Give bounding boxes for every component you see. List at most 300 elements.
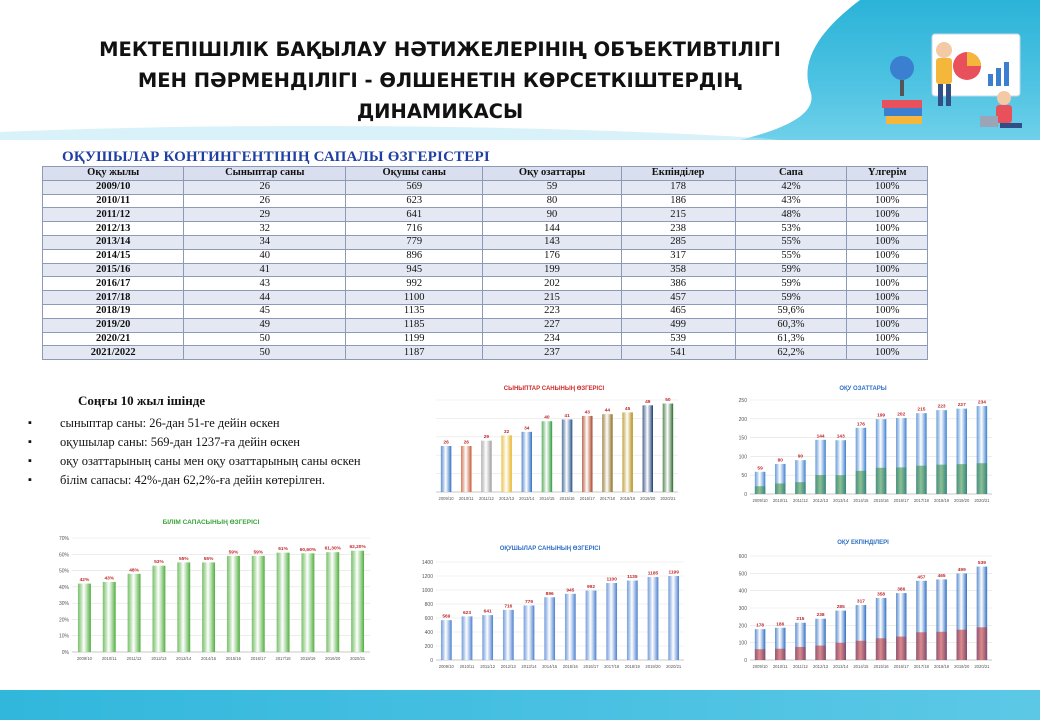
summary-block: [28, 393, 428, 490]
data-label: 215: [917, 407, 926, 413]
table-cell: 992: [346, 277, 483, 291]
table-cell: 457: [621, 291, 735, 305]
bar: [542, 421, 552, 492]
table-cell: 896: [346, 249, 483, 263]
bar-base: [916, 466, 926, 494]
title-line-2: МЕН ПӘРМЕНДІЛІГІ - ӨЛШЕНЕТІН КӨРСЕТКІШТЕРДІҢ: [137, 69, 743, 92]
chart-title: ОҚУ ЕКПІНДІЛЕРІ: [837, 540, 889, 546]
bar-base: [936, 465, 946, 494]
bar: [128, 574, 141, 652]
students-chart: [410, 540, 690, 680]
table-cell: 45: [184, 304, 346, 318]
table-cell: 55%: [735, 249, 847, 263]
bar: [78, 584, 91, 652]
data-label: 61%: [278, 547, 288, 553]
year-cell: 2013/14: [43, 235, 184, 249]
bar: [441, 620, 452, 660]
quality-svg: [46, 514, 376, 674]
bar: [462, 616, 473, 660]
x-tick-label: 2014/15: [201, 656, 217, 661]
table-cell: 143: [483, 235, 621, 249]
data-label: 44: [604, 408, 611, 414]
table-cell: 716: [346, 222, 483, 236]
classes-svg: [424, 380, 684, 512]
chart-title: СЫНЫПТАР САНЫНЫҢ ӨЗГЕРІСІ: [503, 386, 605, 392]
column-header: Сыныптар саны: [184, 167, 346, 181]
x-tick-label: 2010/11: [458, 496, 474, 501]
data-label: 55%: [178, 556, 189, 562]
x-tick-label: 2016/17: [583, 664, 599, 669]
x-tick-label: 2009/10: [438, 664, 454, 669]
bar-base: [815, 475, 825, 494]
table-row: [43, 180, 928, 194]
table-cell: 55%: [735, 235, 847, 249]
table-cell: 215: [483, 291, 621, 305]
table-cell: 100%: [847, 235, 928, 249]
table-cell: 62,2%: [735, 346, 847, 360]
table-cell: 641: [346, 208, 483, 222]
table-cell: 100%: [847, 304, 928, 318]
x-tick-label: 2011/12: [793, 664, 808, 669]
x-tick-label: 2016/17: [579, 496, 595, 501]
x-tick-label: 2012/13: [813, 498, 829, 503]
table-cell: 60,3%: [735, 318, 847, 332]
y-tick-label: 100: [738, 454, 747, 461]
data-label: 186: [776, 622, 785, 628]
table-cell: 50: [184, 346, 346, 360]
data-label: 1135: [627, 575, 638, 581]
bar: [622, 412, 632, 492]
bar-base: [896, 467, 906, 494]
bar: [441, 446, 451, 492]
data-label: 90: [797, 454, 804, 460]
data-label: 59%: [253, 550, 264, 556]
table-row: [43, 235, 928, 249]
table-cell: 499: [621, 318, 735, 332]
x-tick-label: 2013/14: [519, 496, 535, 501]
bar-base: [836, 475, 846, 494]
table-cell: 386: [621, 277, 735, 291]
data-label: 539: [977, 561, 986, 567]
table-cell: 80: [483, 194, 621, 208]
year-cell: 2014/15: [43, 249, 184, 263]
table-cell: 100%: [847, 346, 928, 360]
table-cell: 53%: [735, 222, 847, 236]
y-tick-label: 800: [424, 602, 433, 608]
x-tick-label: 2014/15: [539, 496, 555, 501]
year-cell: 2009/10: [43, 180, 184, 194]
table-cell: 59%: [735, 263, 847, 277]
y-tick-label: 0: [744, 492, 747, 498]
table-row: [43, 222, 928, 236]
x-tick-label: 2017/18: [913, 664, 929, 669]
table-cell: 59: [483, 180, 621, 194]
students-svg: [410, 540, 690, 680]
column-header: Оқушы саны: [346, 167, 483, 181]
summary-heading: Соңғы 10 жыл ішінде: [78, 393, 206, 408]
summary-item: ▪ білім сапасы: 42%-дан 62,2%-ға дейін көтерілген.: [28, 471, 428, 490]
table-cell: 100%: [847, 208, 928, 222]
table-row: [43, 277, 928, 291]
y-tick-label: 60%: [58, 552, 69, 559]
table-cell: 43: [184, 277, 346, 291]
x-tick-label: 2010/11: [459, 664, 475, 669]
table-title: ОҚУШЫЛАР КОНТИНГЕНТІНІҢ САПАЛЫ ӨЗГЕРІСТЕРІ: [62, 149, 490, 165]
table-cell: 100%: [847, 291, 928, 305]
table-cell: 26: [184, 180, 346, 194]
data-label: 178: [756, 623, 765, 629]
x-tick-label: 2020/21: [660, 496, 676, 501]
year-cell: 2020/21: [43, 332, 184, 346]
data-label: 202: [897, 412, 906, 418]
chart-title: БІЛІМ САПАСЫНЫҢ ӨЗГЕРІСІ: [162, 519, 260, 526]
data-label: 386: [897, 587, 906, 593]
bar: [177, 562, 190, 652]
y-tick-label: 20%: [58, 617, 69, 624]
data-label: 80: [777, 458, 783, 464]
title-line-3: ДИНАМИКАСЫ: [356, 100, 524, 123]
table-cell: 34: [184, 235, 346, 249]
x-tick-label: 2013/14: [833, 664, 849, 669]
bar-base: [795, 482, 805, 494]
x-tick-label: 2013/14: [176, 656, 192, 661]
table-body: [43, 180, 928, 359]
bar: [481, 441, 491, 492]
x-tick-label: 2014/15: [542, 664, 558, 669]
bar-base: [795, 647, 805, 660]
table-cell: 100%: [847, 332, 928, 346]
bar-base: [856, 641, 866, 660]
table-cell: 48%: [735, 208, 847, 222]
bar-base: [755, 649, 765, 660]
bar: [277, 553, 290, 652]
data-label: 42%: [79, 578, 90, 584]
x-tick-label: 2012/13: [500, 664, 516, 669]
x-tick-label: 2016/17: [893, 664, 909, 669]
bar: [648, 577, 659, 660]
table-row: [43, 291, 928, 305]
excellent-svg: [728, 380, 998, 514]
y-tick-label: 1200: [421, 574, 433, 580]
bar: [522, 432, 532, 492]
x-tick-label: 2015/16: [225, 656, 241, 661]
x-tick-label: 2015/16: [562, 664, 578, 669]
x-tick-label: 2017/18: [913, 498, 929, 503]
table-cell: 44: [184, 291, 346, 305]
table-cell: 779: [346, 235, 483, 249]
bar: [152, 566, 165, 652]
x-tick-label: 2010/11: [101, 656, 117, 661]
x-tick-label: 2010/11: [772, 498, 788, 503]
bar: [503, 610, 514, 660]
data-label: 569: [442, 614, 451, 620]
data-label: 61,30%: [324, 546, 341, 552]
bar-base: [775, 483, 785, 494]
table-cell: 569: [346, 180, 483, 194]
table-row: [43, 332, 928, 346]
table-cell: 234: [483, 332, 621, 346]
data-label: 59%: [228, 550, 239, 556]
x-tick-label: 2013/14: [521, 664, 537, 669]
x-tick-label: 2011/12: [479, 496, 494, 501]
table-cell: 100%: [847, 249, 928, 263]
good-svg: [728, 534, 998, 680]
x-tick-label: 2015/16: [873, 664, 889, 669]
bar: [501, 435, 511, 492]
column-header: Оқу озаттары: [483, 167, 621, 181]
table-cell: 1199: [346, 332, 483, 346]
table-cell: 49: [184, 318, 346, 332]
x-tick-label: 2018/19: [300, 656, 316, 661]
y-tick-label: 30%: [58, 601, 69, 608]
bar: [524, 605, 535, 660]
x-tick-label: 2017/18: [275, 656, 291, 661]
x-tick-label: 2011/12: [793, 498, 808, 503]
quality-chart: [46, 514, 376, 674]
table-row: [43, 346, 928, 360]
bar-base: [896, 637, 906, 660]
x-tick-label: 2019/20: [325, 656, 341, 661]
bar: [326, 552, 339, 652]
year-cell: 2012/13: [43, 222, 184, 236]
table-cell: 100%: [847, 263, 928, 277]
x-tick-label: 2018/19: [934, 498, 950, 503]
footer-band: [0, 690, 1040, 720]
x-tick-label: 2018/19: [624, 664, 640, 669]
table-cell: 465: [621, 304, 735, 318]
data-label: 29: [483, 435, 490, 441]
table-cell: 237: [483, 346, 621, 360]
y-tick-label: 150: [738, 435, 747, 442]
chart-title: ОҚУШЫЛАР САНЫНЫҢ ӨЗГЕРІСІ: [499, 546, 601, 552]
y-tick-label: 200: [424, 644, 433, 650]
table-row: [43, 304, 928, 318]
summary-item: ▪ оқушылар саны: 569-дан 1237-ға дейін өскен: [28, 433, 428, 452]
x-tick-label: 2018/19: [620, 496, 636, 501]
table-cell: 59,6%: [735, 304, 847, 318]
data-label: 896: [545, 591, 554, 597]
table-cell: 541: [621, 346, 735, 360]
data-label: 779: [524, 599, 534, 605]
teacher-illustration: [872, 8, 1032, 148]
data-label: 176: [856, 422, 865, 428]
data-label: 992: [586, 585, 596, 591]
x-tick-label: 2009/10: [76, 656, 92, 661]
data-label: 62,20%: [349, 545, 366, 551]
table-cell: 945: [346, 263, 483, 277]
data-label: 26: [463, 440, 469, 446]
summary-item: ▪ сыныптар саны: 26-дан 51-ге дейін өскен: [28, 414, 428, 433]
data-label: 623: [462, 610, 472, 616]
x-tick-label: 2015/16: [559, 496, 575, 501]
x-tick-label: 2020/21: [974, 664, 990, 669]
data-label: 26: [443, 440, 449, 446]
table-cell: 1187: [346, 346, 483, 360]
data-label: 641: [483, 609, 492, 615]
year-cell: 2017/18: [43, 291, 184, 305]
x-tick-label: 2009/10: [752, 498, 768, 503]
bar: [301, 553, 314, 652]
data-label: 53%: [154, 560, 164, 566]
table-row: [43, 318, 928, 332]
x-tick-label: 2020/21: [974, 498, 990, 503]
bar: [461, 446, 471, 492]
table-cell: 59%: [735, 277, 847, 291]
table-cell: 41: [184, 263, 346, 277]
data-label: 716: [504, 604, 513, 610]
bar-base: [775, 649, 785, 660]
table-cell: 61,3%: [735, 332, 847, 346]
table-cell: 1100: [346, 291, 483, 305]
bar: [643, 405, 653, 492]
x-tick-label: 2011/12: [126, 656, 142, 661]
data-label: 144: [816, 434, 825, 440]
bar: [602, 414, 612, 492]
bar-base: [836, 643, 846, 660]
table-cell: 238: [621, 222, 735, 236]
x-tick-label: 2009/10: [438, 496, 454, 501]
y-tick-label: 600: [424, 616, 433, 622]
table-cell: 285: [621, 235, 735, 249]
x-tick-label: 2019/20: [640, 496, 656, 501]
y-tick-label: 1000: [421, 588, 433, 594]
data-label: 223: [937, 404, 946, 410]
bar-base: [815, 646, 825, 660]
data-label: 60,60%: [299, 547, 317, 553]
y-tick-label: 300: [738, 606, 747, 612]
table-cell: 1185: [346, 318, 483, 332]
table-cell: 43%: [735, 194, 847, 208]
data-label: 41: [564, 413, 570, 419]
bar-base: [936, 632, 946, 660]
bar: [544, 597, 555, 660]
data-label: 40: [544, 415, 550, 421]
data-label: 499: [957, 568, 966, 574]
y-tick-label: 1400: [421, 560, 433, 566]
x-tick-label: 2011/12: [480, 664, 496, 669]
data-label: 49: [645, 399, 651, 405]
table-cell: 358: [621, 263, 735, 277]
table-cell: 50: [184, 332, 346, 346]
x-tick-label: 2019/20: [954, 664, 970, 669]
data-label: 43: [584, 410, 590, 416]
table-cell: 1135: [346, 304, 483, 318]
data-label: 143: [836, 434, 845, 440]
x-tick-label: 2017/18: [599, 496, 615, 501]
y-tick-label: 600: [738, 554, 747, 560]
table-cell: 29: [184, 208, 346, 222]
bar-base: [876, 638, 886, 660]
column-header: Оқу жылы: [43, 167, 184, 181]
data-label: 358: [877, 592, 886, 598]
data-label: 317: [856, 599, 865, 605]
table-cell: 202: [483, 277, 621, 291]
y-tick-label: 0%: [61, 650, 69, 656]
bar-base: [977, 627, 987, 660]
page-title: [90, 34, 790, 127]
data-label: 59: [757, 466, 763, 472]
data-label: 285: [836, 605, 845, 611]
data-label: 215: [796, 617, 805, 623]
table-cell: 199: [483, 263, 621, 277]
x-tick-label: 2019/20: [645, 664, 661, 669]
y-tick-label: 100: [738, 640, 747, 647]
table-cell: 26: [184, 194, 346, 208]
data-label: 1199: [668, 570, 679, 576]
data-label: 945: [566, 588, 575, 594]
year-cell: 2021/2022: [43, 346, 184, 360]
year-cell: 2016/17: [43, 277, 184, 291]
data-label: 43%: [104, 576, 115, 582]
y-tick-label: 200: [738, 416, 747, 423]
table-cell: 623: [346, 194, 483, 208]
bar: [586, 591, 597, 660]
x-tick-label: 2018/19: [934, 664, 950, 669]
table-cell: 90: [483, 208, 621, 222]
column-header: Үлгерім: [847, 167, 928, 181]
data-label: 50: [665, 398, 671, 404]
chart-title: ОҚУ ОЗАТТАРЫ: [839, 386, 887, 392]
table-cell: 100%: [847, 277, 928, 291]
table-cell: 100%: [847, 194, 928, 208]
x-tick-label: 2020/21: [350, 656, 366, 661]
y-tick-label: 0: [430, 658, 433, 664]
data-label: 457: [917, 575, 926, 581]
bar: [582, 416, 592, 492]
bar: [103, 582, 116, 652]
table-cell: 215: [621, 208, 735, 222]
data-label: 199: [877, 413, 886, 419]
y-tick-label: 50: [741, 473, 747, 480]
data-label: 465: [937, 573, 946, 579]
y-tick-label: 400: [424, 630, 433, 636]
table-header-row: [43, 167, 928, 181]
data-label: 238: [816, 613, 825, 619]
bar: [227, 556, 240, 652]
x-tick-label: 2013/14: [833, 498, 849, 503]
year-cell: 2010/11: [43, 194, 184, 208]
bar: [482, 615, 493, 660]
good-students-chart: [728, 534, 998, 680]
y-tick-label: 40%: [58, 584, 69, 591]
table-row: [43, 194, 928, 208]
x-tick-label: 2016/17: [250, 656, 266, 661]
y-tick-label: 200: [738, 623, 747, 630]
data-label: 1100: [606, 577, 617, 583]
table-row: [43, 263, 928, 277]
table-cell: 100%: [847, 318, 928, 332]
table-cell: 100%: [847, 180, 928, 194]
x-tick-label: 2017/18: [604, 664, 620, 669]
title-line-1: МЕКТЕПІШІЛІК БАҚЫЛАУ НӘТИЖЕЛЕРІНІҢ ОБЪЕКТИВТІЛІГІ: [99, 38, 781, 61]
table-cell: 176: [483, 249, 621, 263]
bar: [606, 583, 617, 660]
x-tick-label: 2016/17: [893, 498, 909, 503]
contingent-table: [42, 166, 928, 360]
bar: [562, 419, 572, 492]
table-cell: 40: [184, 249, 346, 263]
year-cell: 2011/12: [43, 208, 184, 222]
x-tick-label: 2014/15: [853, 498, 869, 503]
table-cell: 59%: [735, 291, 847, 305]
bar-base: [957, 630, 967, 660]
data-label: 48%: [129, 568, 139, 574]
y-tick-label: 400: [738, 588, 747, 595]
data-label: 227: [957, 403, 966, 409]
classes-chart: [424, 380, 684, 512]
column-header: Сапа: [735, 167, 847, 181]
bar: [252, 556, 265, 652]
